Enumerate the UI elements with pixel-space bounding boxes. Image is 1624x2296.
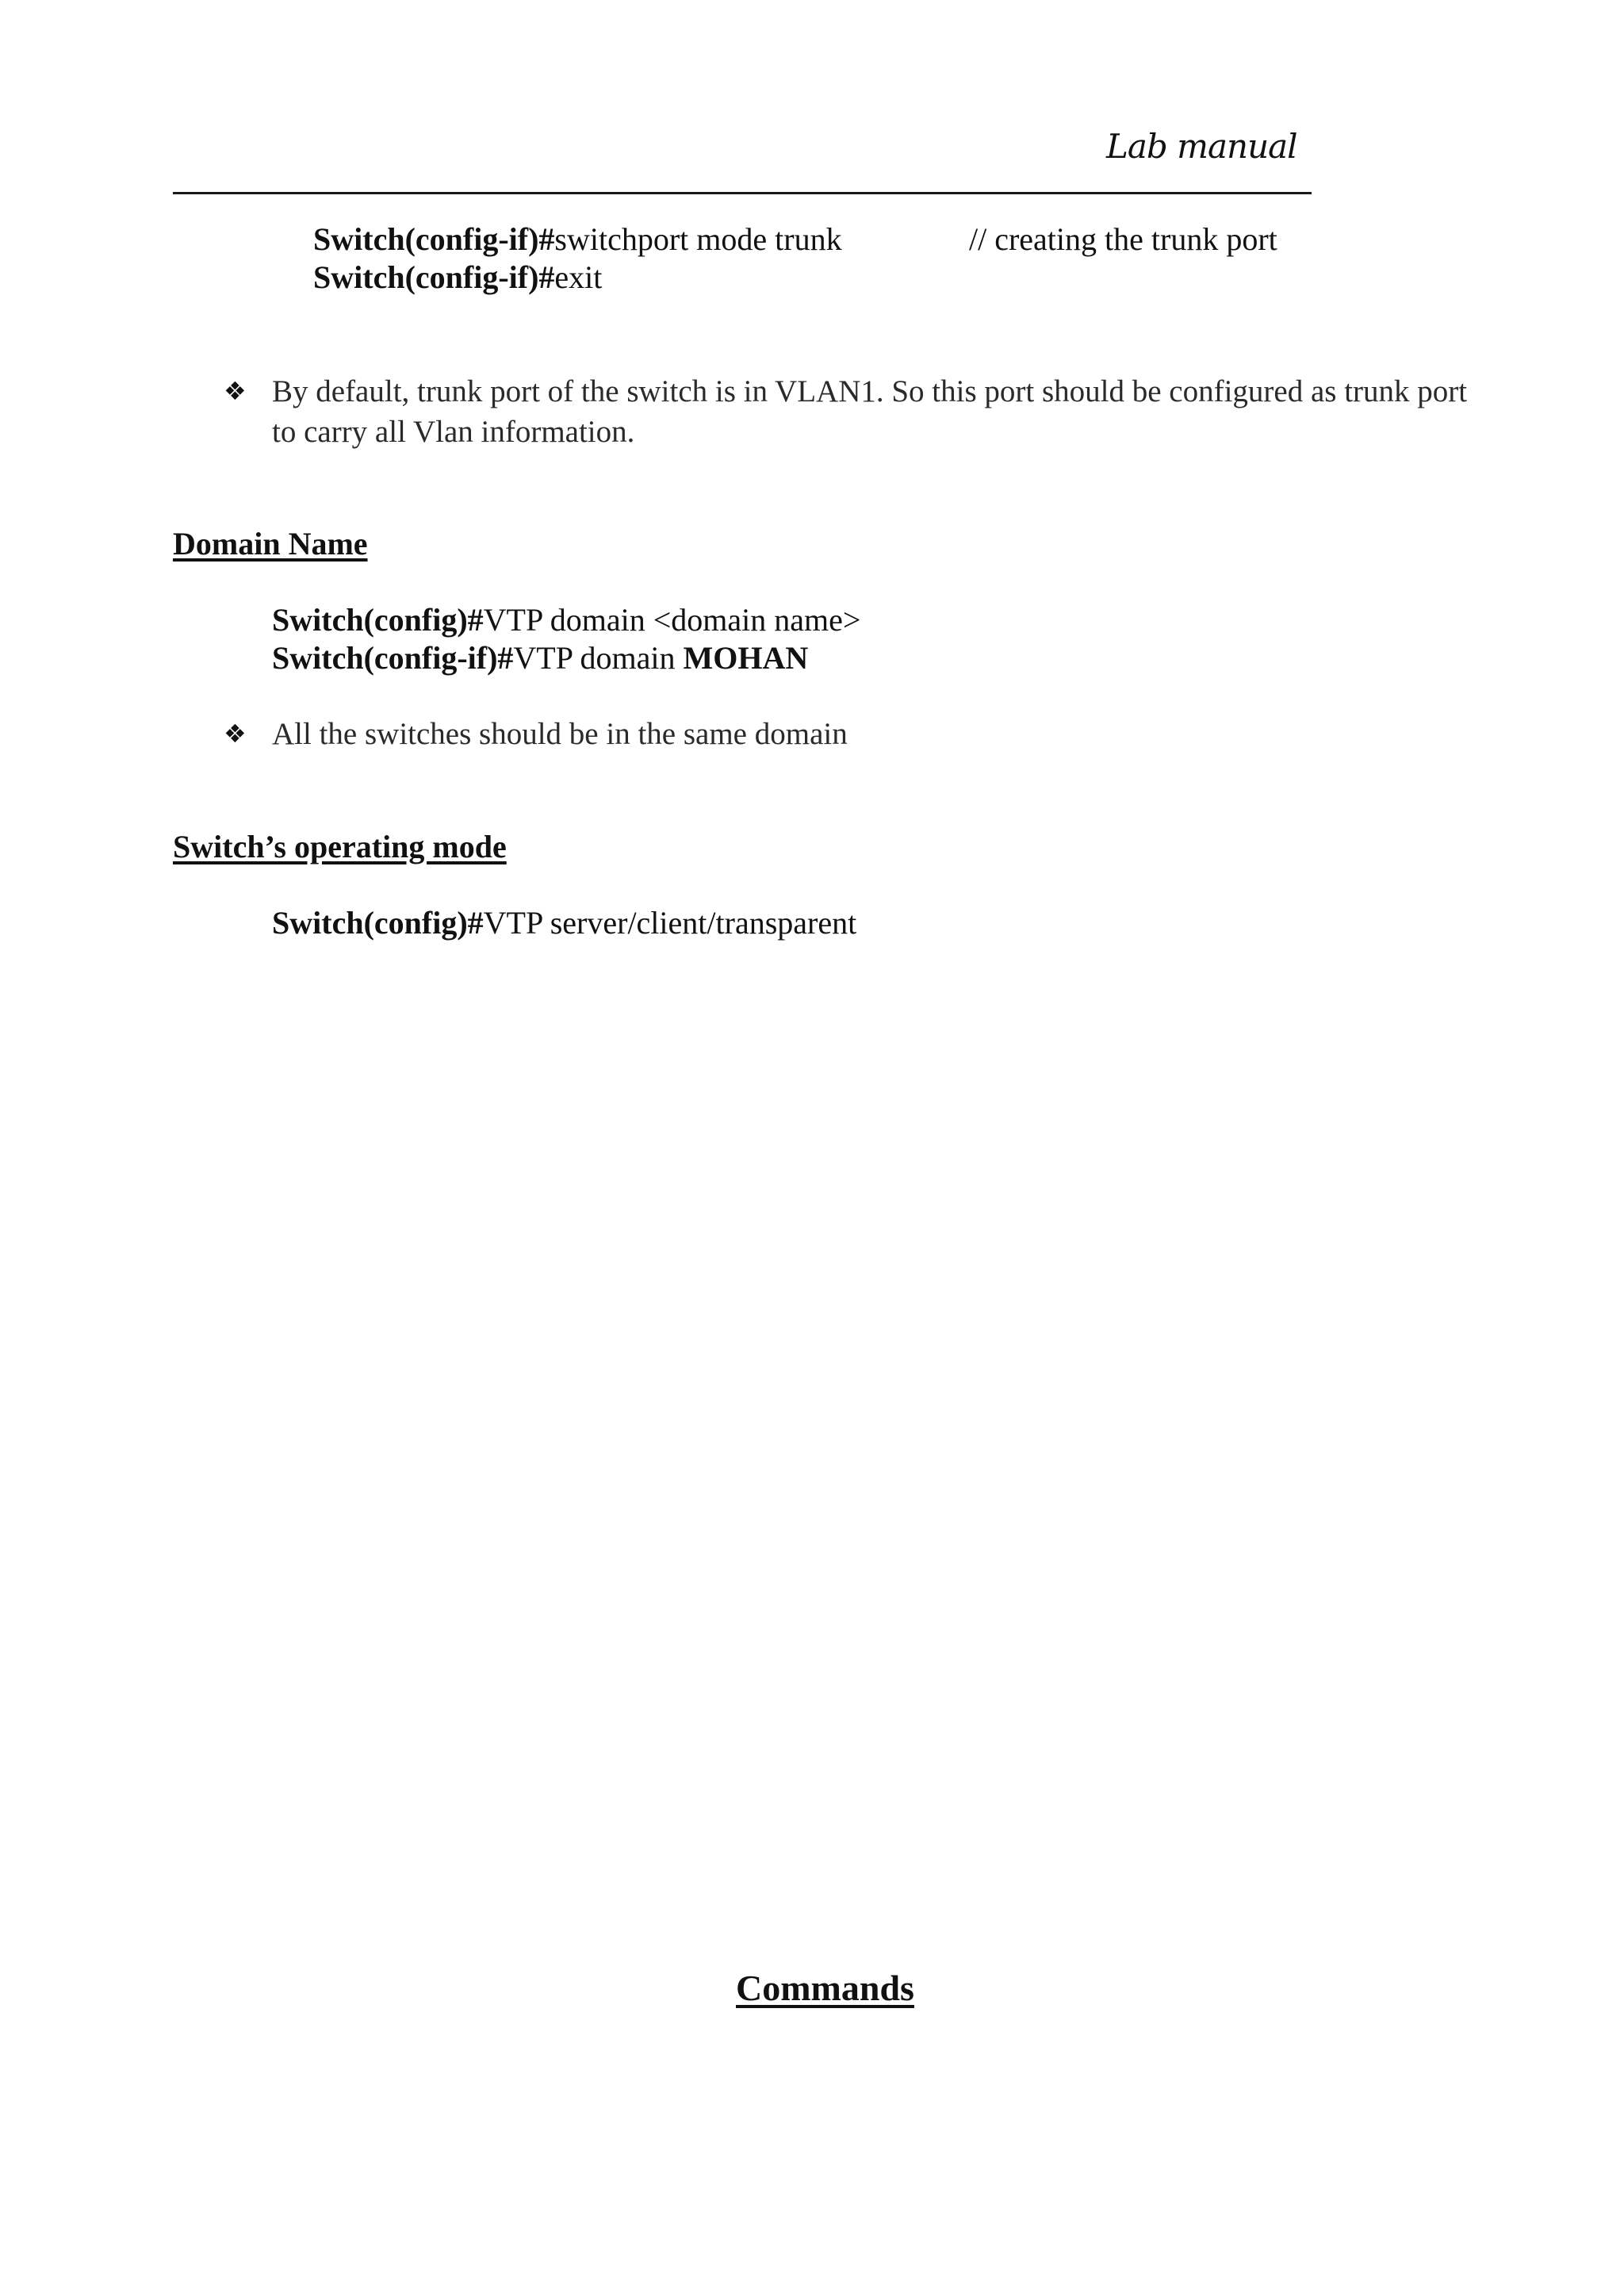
section-heading-operating-mode: Switch’s operating mode: [173, 829, 507, 864]
command-emphasis: MOHAN: [683, 640, 809, 676]
command-line-vtp-domain-mohan: [272, 639, 808, 677]
header-divider: [173, 192, 1312, 194]
command-line-vtp-mode: [272, 904, 856, 941]
command-comment: // creating the trunk port: [969, 221, 1277, 257]
command-prompt: Switch(config-if)#: [272, 640, 514, 676]
command-text: VTP server/client/transparent: [483, 905, 857, 941]
command-prompt: Switch(config)#: [272, 905, 484, 941]
command-prompt: Switch(config)#: [272, 602, 484, 638]
commands-heading: Commands: [736, 1968, 914, 2008]
command-prompt: Switch(config-if)#: [313, 259, 555, 295]
command-text: VTP domain <domain name>: [483, 602, 861, 638]
bullet-diamond-icon: ❖: [224, 719, 247, 749]
command-text: VTP domain: [513, 640, 684, 676]
command-text: switchport mode trunk: [554, 221, 842, 257]
header-title: Lab manual: [1106, 127, 1297, 166]
command-prompt: Switch(config-if)#: [313, 221, 555, 257]
trunk-note-text: By default, trunk port of the switch is in VLAN1. So this port should be configured as trunk port to carry all Vlan information.: [272, 374, 1468, 449]
command-line-vtp-domain: [272, 601, 860, 638]
command-text: exit: [554, 259, 603, 295]
section-heading-domain-name: Domain Name: [173, 526, 368, 562]
domain-note-text: All the switches should be in the same domain: [272, 717, 848, 751]
command-line-trunk: [313, 220, 842, 258]
command-line-exit: [313, 259, 602, 296]
bullet-diamond-icon: ❖: [224, 376, 247, 406]
